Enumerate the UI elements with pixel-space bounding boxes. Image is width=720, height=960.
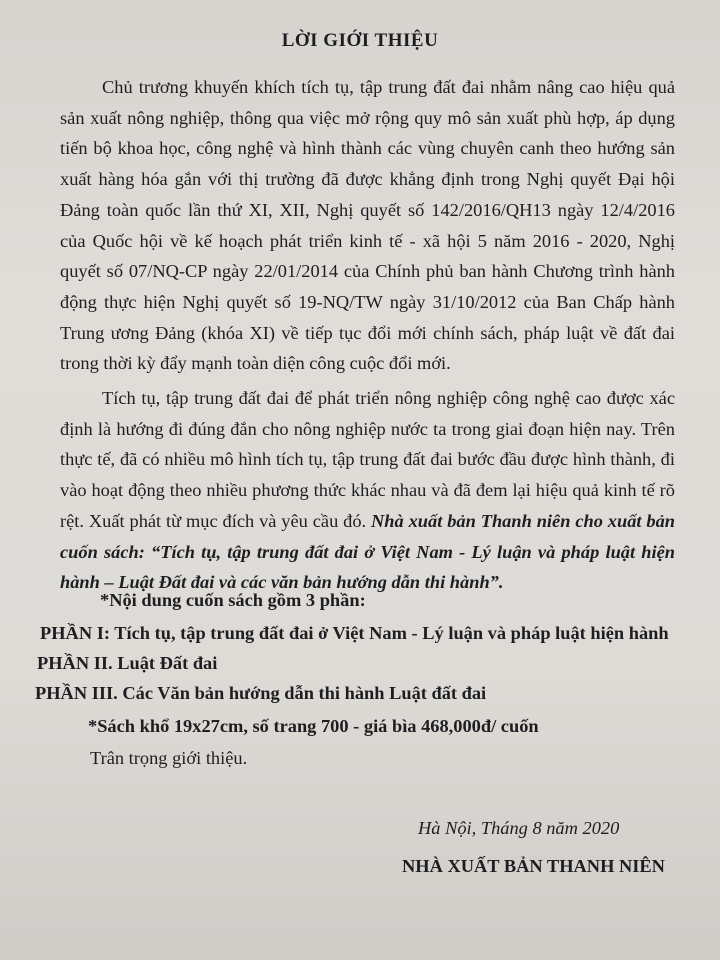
document-title: LỜI GIỚI THIỆU: [281, 30, 439, 51]
contents-part-2: PHẦN II. Luật Đất đai: [37, 653, 218, 673]
paragraph-1: Chủ trương khuyến khích tích tụ, tập trung đất đai nhằm nâng cao hiệu quả sản xuất nông nghiệp, thông qua việc mở rộng quy mô sản xuất phù hợp, áp dụng tiến bộ khoa học, công nghệ và hình thành các vùng chuyên canh theo hướng sản xuất hàng hóa gắn với thị trường đã được khẳng định trong Nghị quyết Đại hội Đảng toàn quốc lần thứ XI, XII, Nghị quyết số 142/2016/QH13 ngày 12/4/2016 của Quốc hội về kế hoạch phát triển kinh tế - xã hội 5 năm 2016 - 2020, Nghị quyết số 07/NQ-CP ngày 22/01/2014 của Chính phủ ban hành Chương trình hành động thực hiện Nghị quyết số 19-NQ/TW ngày 31/10/2012 của Ban Chấp hành Trung ương Đảng (khóa XI) về tiếp tục đổi mới chính sách, pháp luật về đất đai trong thời kỳ đẩy mạnh toàn diện công cuộc đổi mới.: [60, 77, 675, 374]
closing-text: Trân trọng giới thiệu.: [90, 748, 248, 768]
paragraph-2-book-announcement: Nhà xuất bản Thanh niên cho xuất bản cuốn sách: “Tích tụ, tập trung đất đai ở Việt Nam - Lý luận và pháp luật hiện hành – Luật Đất đai và các văn bản hướng dẫn thi hành”.: [60, 510, 676, 593]
document-body: [60, 72, 675, 602]
contents-heading: *Nội dung cuốn sách gồm 3 phần:: [100, 590, 366, 610]
place-date: Hà Nội, Tháng 8 năm 2020: [418, 818, 620, 838]
paragraph-2-text: Tích tụ, tập trung đất đai để phát triển nông nghiệp công nghệ cao được xác định là hướng đi đúng đắn cho nông nghiệp nước ta trong giai đoạn hiện nay. Trên thực tế, đã có nhiều mô hình tích tụ, tập trung đất đai bước đầu được hình thành, đi vào hoạt động theo nhiều phương thức khác nhau và đã đem lại hiệu quả kinh tế rõ rệt. Xuất phát từ mục đích và yêu cầu đó.: [60, 388, 675, 531]
paragraph-2: [60, 383, 675, 598]
publisher-name: NHÀ XUẤT BẢN THANH NIÊN: [402, 856, 665, 876]
book-info: *Sách khổ 19x27cm, số trang 700 - giá bìa 468,000đ/ cuốn: [88, 716, 539, 736]
contents-part-1: PHẦN I: Tích tụ, tập trung đất đai ở Việt Nam - Lý luận và pháp luật hiện hành: [40, 623, 669, 643]
contents-part-3: PHẦN III. Các Văn bản hướng dẫn thi hành Luật đất đai: [35, 683, 487, 703]
